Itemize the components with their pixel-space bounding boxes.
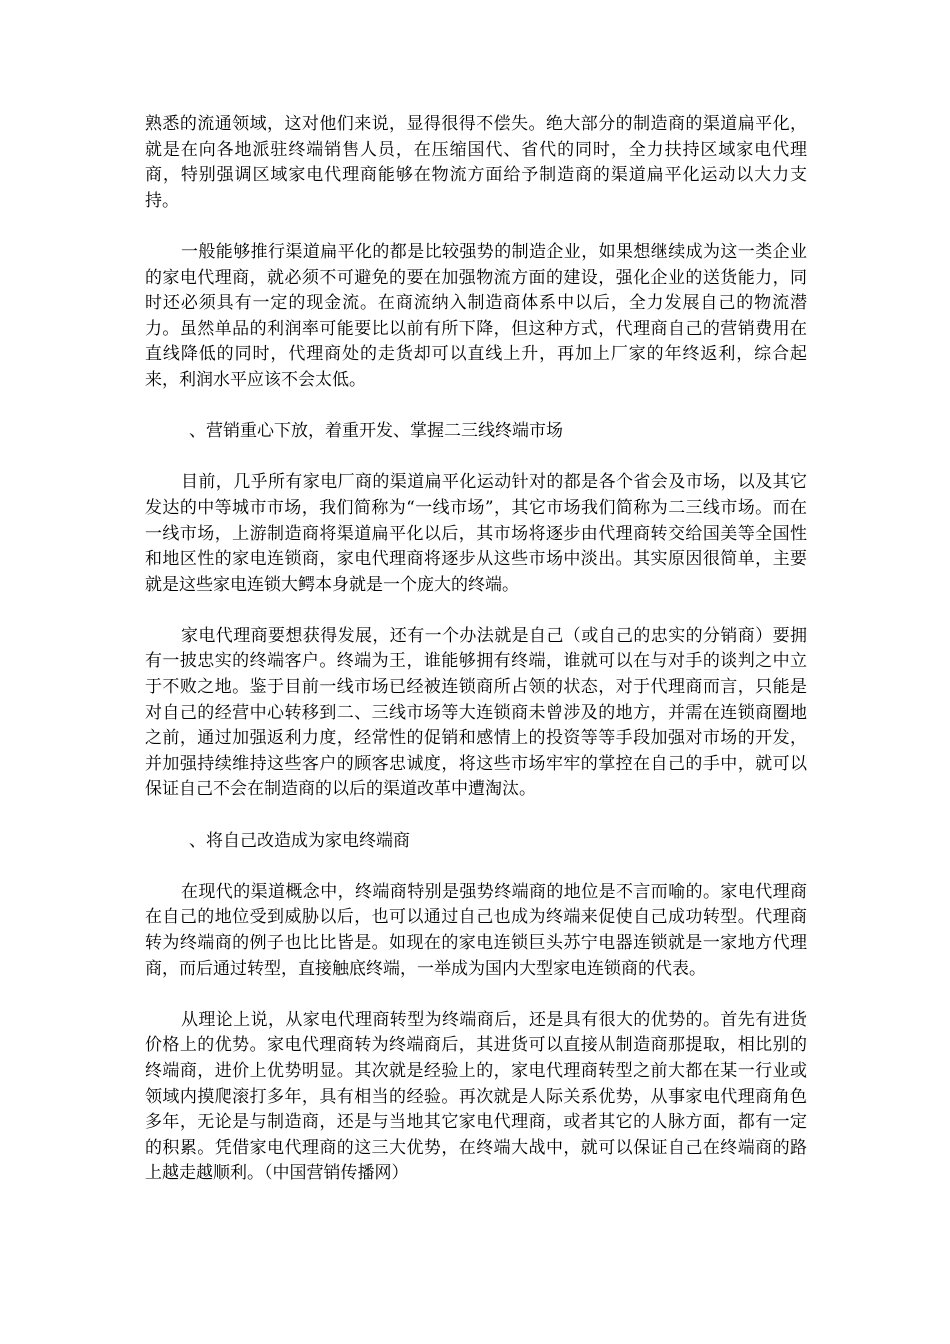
paragraph-logistics: 一般能够推行渠道扁平化的都是比较强势的制造企业，如果想继续成为这一类企业的家电代理商，就必须不可避免的要在加强物流方面的建设，强化企业的送货能力，同时还必须具有一定的现金流。在商流纳入制造商体系中以后，全力发展自己的物流潜力。虽然单品的利润率可能要比以前有所下降，但这种方式，代理商自己的营销费用在直线降低的同时，代理商处的走货却可以直线上升，再加上厂家的年终返利，综合起来，利润水平应该不会太低。 — [145, 241, 807, 390]
paragraph-gap — [145, 803, 807, 829]
paragraph-advantages: 从理论上说，从家电代理商转型为终端商后，还是具有很大的优势的。首先有进货价格上的优势。家电代理商转为终端商后，其进货可以直接从制造商那提取，相比别的终端商，进价上优势明显。其次就是经验上的，家电代理商转型之前大都在某一行业或领域内摸爬滚打多年，具有相当的经验。再次就是人际关系优势，从事家电代理商角色多年，无论是与制造商，还是与当地其它家电代理商，或者其它的人脉方面，都有一定的积累。凭借家电代理商的这三大优势，在终端大战中，就可以保证自己在终端商的路上越走越顺利。（中国营销传播网） — [145, 1009, 807, 1184]
paragraph-gap — [145, 854, 807, 880]
paragraph-gap — [145, 394, 807, 420]
paragraph-gap — [145, 445, 807, 471]
document-page — [145, 112, 807, 1187]
paragraph-gap — [145, 982, 807, 1008]
paragraph-gap — [145, 214, 807, 240]
paragraph-gap — [145, 598, 807, 624]
paragraph-continuation: 熟悉的流通领域，这对他们来说，显得很得不偿失。绝大部分的制造商的渠道扁平化，就是在向各地派驻终端销售人员，在压缩国代、省代的同时，全力扶持区域家电代理商，特别强调区域家电代理商能够在物流方面给予制造商的渠道扁平化运动以大力支持。 — [145, 114, 807, 211]
paragraph-first-tier-markets: 目前，几乎所有家电厂商的渠道扁平化运动针对的都是各个省会及市场，以及其它发达的中等城市市场，我们简称为“一线市场”，其它市场我们简称为二三线市场。而在一线市场，上游制造商将渠道扁平化以后，其市场将逐步由代理商转交给国美等全国性和地区性的家电连锁商，家电代理商将逐步从这些市场中淡出。其实原因很简单，主要就是这些家电连锁大鳄本身就是一个庞大的终端。 — [145, 472, 807, 595]
section-heading-marketing: 、营销重心下放，着重开发、掌握二三线终端市场 — [189, 421, 563, 442]
paragraph-terminal-customers: 家电代理商要想获得发展，还有一个办法就是自己（或自己的忠实的分销商）要拥有一披忠实的终端客户。终端为王，谁能够拥有终端，谁就可以在与对手的谈判之中立于不败之地。鉴于目前一线市场已经被连锁商所占领的状态，对于代理商而言，只能是对自己的经营中心转移到二、三线市场等大连锁商未曾涉及的地方，并需在连锁商圈地之前，通过加强返利力度，经常性的促销和感情上的投资等等手段加强对市场的开发，并加强持续维持这些客户的顾客忠诚度，将这些市场牢牢的掌控在自己的手中，就可以保证自己不会在制造商的以后的渠道改革中遭淘汰。 — [145, 625, 807, 800]
section-heading-terminal: 、将自己改造成为家电终端商 — [189, 830, 410, 851]
paragraph-terminal-status: 在现代的渠道概念中，终端商特别是强势终端商的地位是不言而喻的。家电代理商在自己的地位受到威胁以后，也可以通过自己也成为终端来促使自己成功转型。代理商转为终端商的例子也比比皆是。如现在的家电连锁巨头苏宁电器连锁就是一家地方代理商，而后通过转型，直接触底终端，一举成为国内大型家电连锁商的代表。 — [145, 881, 807, 979]
